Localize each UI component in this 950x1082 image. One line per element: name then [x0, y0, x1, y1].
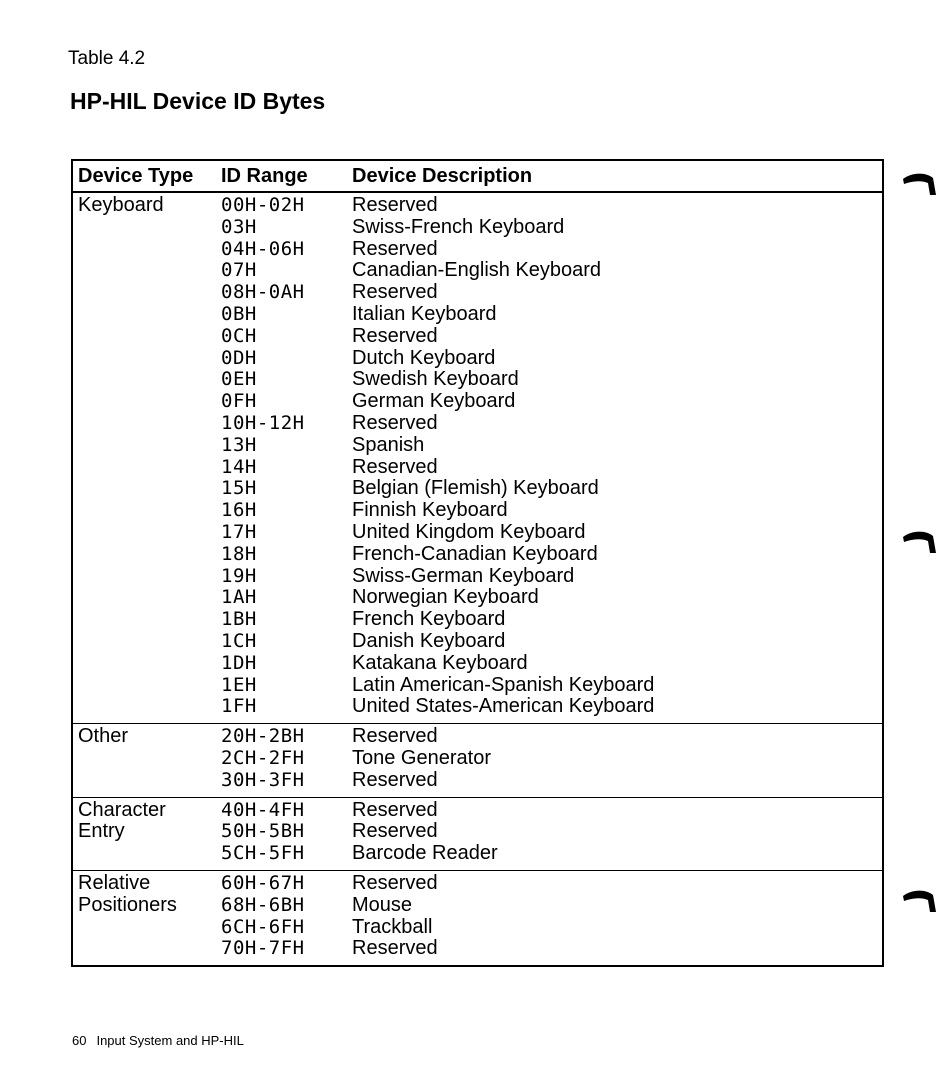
id-range-value: 19H: [221, 564, 257, 587]
device-description-value: Latin American-Spanish Keyboard: [352, 673, 655, 696]
device-description-value: French Keyboard: [352, 608, 506, 631]
id-range-value: 0EH: [221, 368, 257, 391]
id-range-value: 0FH: [221, 390, 257, 413]
table-caption: Table 4.2: [68, 48, 146, 69]
device-description-value: Reserved: [352, 820, 438, 843]
id-range-value: 2CH-2FH: [221, 746, 305, 769]
id-range-value: 04H-06H: [221, 237, 305, 260]
id-range-value: 70H-7FH: [221, 937, 305, 960]
device-description-value: Reserved: [352, 281, 438, 304]
id-range-value: 0DH: [221, 346, 257, 369]
device-description-value: Reserved: [352, 768, 438, 791]
table-row: [72, 192, 883, 724]
table-row: [72, 724, 883, 797]
id-range-value: 17H: [221, 520, 257, 543]
device-description-value: Tone Generator: [352, 746, 491, 769]
device-id-table: [71, 159, 884, 967]
table-header-row: [72, 160, 883, 192]
id-range-value: 13H: [221, 433, 257, 456]
device-description-value: Reserved: [352, 871, 438, 894]
id-range-value: 68H-6BH: [221, 893, 305, 916]
device-type-cell: [72, 192, 221, 724]
table-row: [72, 797, 883, 870]
id-range-value: 40H-4FH: [221, 798, 305, 821]
device-type-cell: [72, 870, 221, 966]
id-range-value: 60H-67H: [221, 871, 305, 894]
id-range-value: 50H-5BH: [221, 820, 305, 843]
device-description-value: United States-American Keyboard: [352, 695, 655, 718]
device-description-value: Italian Keyboard: [352, 302, 497, 325]
device-description-value: Reserved: [352, 725, 438, 748]
device-type-text: Keyboard: [78, 194, 164, 216]
device-description-value: Reserved: [352, 798, 438, 821]
id-range-cell: [221, 724, 352, 797]
device-description-value: Reserved: [352, 937, 438, 960]
id-range-value: 30H-3FH: [221, 768, 305, 791]
id-range-value: 1EH: [221, 673, 257, 696]
device-description-cell: [352, 870, 883, 966]
device-type-text: Relative: [78, 871, 151, 894]
device-description-cell: [352, 192, 883, 724]
page-footer: [72, 1032, 244, 1050]
device-description-cell: [352, 797, 883, 870]
device-description-value: Swiss-French Keyboard: [352, 215, 565, 238]
id-range-value: 10H-12H: [221, 411, 305, 434]
id-range-value: 18H: [221, 542, 257, 565]
device-description-value: United Kingdom Keyboard: [352, 520, 586, 543]
device-description-value: Reserved: [352, 411, 438, 434]
id-range-value: 0BH: [221, 302, 257, 325]
id-range-cell: [221, 797, 352, 870]
device-description-value: Canadian-English Keyboard: [352, 259, 602, 282]
device-description-value: Spanish: [352, 433, 425, 456]
device-type-cell: [72, 724, 221, 797]
page-number: 60: [72, 1033, 87, 1048]
device-description-value: Belgian (Flemish) Keyboard: [352, 477, 599, 500]
id-range-value: 1FH: [221, 695, 257, 718]
id-range-value: 00H-02H: [221, 194, 305, 216]
id-range-value: 14H: [221, 455, 257, 478]
id-range-cell: [221, 870, 352, 966]
device-description-value: Dutch Keyboard: [352, 346, 496, 369]
device-description-value: Finnish Keyboard: [352, 499, 508, 522]
device-type-text: Positioners: [78, 893, 177, 916]
device-description-value: Trackball: [352, 915, 433, 938]
device-description-cell: [352, 724, 883, 797]
device-description-value: Katakana Keyboard: [352, 651, 528, 674]
id-range-value: 0CH: [221, 324, 257, 347]
id-range-value: 6CH-6FH: [221, 915, 305, 938]
device-description-value: Danish Keyboard: [352, 629, 506, 652]
device-description-value: Reserved: [352, 455, 438, 478]
device-description-value: German Keyboard: [352, 390, 516, 413]
registration-mark-top: [902, 170, 936, 196]
device-description-value: Norwegian Keyboard: [352, 586, 539, 609]
device-type-text: Other: [78, 725, 129, 748]
id-range-value: 1CH: [221, 629, 257, 652]
table-body: [72, 192, 883, 966]
id-range-value: 03H: [221, 215, 257, 238]
registration-mark-bottom: [902, 887, 936, 913]
id-range-value: 1BH: [221, 608, 257, 631]
header-device-type: Device Type: [72, 160, 221, 192]
header-device-description: Device Description: [352, 160, 883, 192]
device-description-value: Reserved: [352, 194, 438, 216]
id-range-value: 1DH: [221, 651, 257, 674]
id-range-cell: [221, 192, 352, 724]
id-range-value: 16H: [221, 499, 257, 522]
device-type-cell: [72, 797, 221, 870]
header-id-range: ID Range: [221, 160, 352, 192]
registration-mark-middle: [902, 528, 936, 554]
device-description-value: Mouse: [352, 893, 413, 916]
id-range-value: 1AH: [221, 586, 257, 609]
device-description-value: French-Canadian Keyboard: [352, 542, 598, 565]
id-range-value: 07H: [221, 259, 257, 282]
device-description-value: Reserved: [352, 237, 438, 260]
id-range-value: 20H-2BH: [221, 725, 305, 748]
device-type-text: Entry: [78, 820, 125, 843]
device-description-value: Swiss-German Keyboard: [352, 564, 575, 587]
id-range-value: 08H-0AH: [221, 281, 305, 304]
device-description-value: Reserved: [352, 324, 438, 347]
device-type-text: Character: [78, 798, 166, 821]
table-row: [72, 870, 883, 966]
device-description-value: Swedish Keyboard: [352, 368, 519, 391]
footer-section-title: Input System and HP-HIL: [96, 1033, 244, 1048]
id-range-value: 15H: [221, 477, 257, 500]
table-title: HP-HIL Device ID Bytes: [70, 88, 326, 114]
device-description-value: Barcode Reader: [352, 842, 498, 865]
id-range-value: 5CH-5FH: [221, 842, 305, 865]
